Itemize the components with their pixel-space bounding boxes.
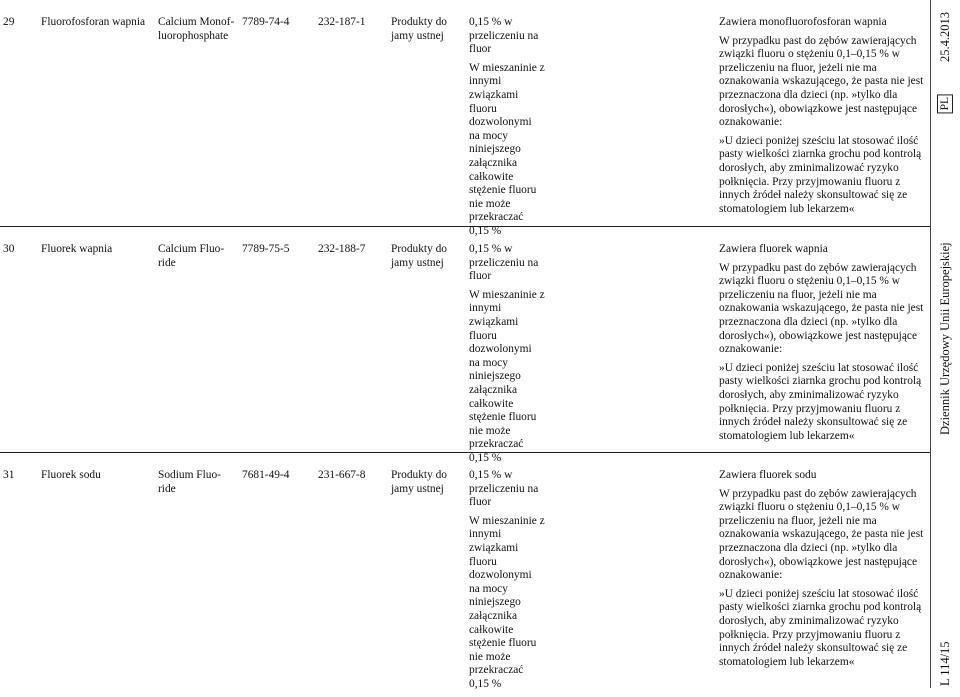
page-sidebar	[930, 0, 960, 688]
max-concentration	[469, 243, 545, 471]
substance-name: Fluorek wapnia	[41, 243, 113, 255]
substance-name: Fluorek sodu	[41, 469, 101, 481]
warnings	[719, 469, 924, 674]
table-row	[0, 453, 930, 688]
entry-number: 31	[3, 469, 15, 481]
publication-date: 25.4.2013	[938, 12, 952, 62]
warning-heading: Zawiera monofluorofosforan wapnia	[719, 16, 887, 28]
concentration-note: W mieszaninie z innymi związkami fluoru dozwolonymi na mocy niniejszego załącznika całkowite stężenie fluoru nie może przekraczać 0,15 %	[469, 514, 545, 690]
warning-heading: Zawiera fluorek wapnia	[719, 243, 828, 255]
entry-number: 29	[3, 16, 15, 28]
warning-quote: »U dzieci poniżej sześciu lat stosować ilość pasty wielkości ziarnka grochu pod kontrolą dorosłych, aby zminimalizować ryzyko połknięcia. Przy przyjmowaniu fluoru z innych źródeł należy skonsultować się ze stomatologiem lub lekarzem«	[719, 361, 922, 442]
max-concentration	[469, 16, 545, 244]
warning-quote: »U dzieci poniżej sześciu lat stosować ilość pasty wielkości ziarnka grochu pod kontrolą dorosłych, aby zminimalizować ryzyko połknięcia. Przy przyjmowaniu fluoru z innych źródeł należy skonsultować się ze stomatologiem lub lekarzem«	[719, 134, 922, 215]
concentration-limit: 0,15 % w przeliczeniu na fluor	[469, 243, 539, 283]
cas-number: 7681-49-4	[242, 469, 290, 481]
entry-number: 30	[3, 243, 15, 255]
product-type: Produkty do jamy ustnej	[391, 243, 448, 269]
cas-number: 7789-74-4	[242, 16, 290, 28]
max-concentration	[469, 469, 545, 697]
concentration-limit: 0,15 % w przeliczeniu na fluor	[469, 16, 539, 56]
warning-body: W przypadku past do zębów zawierających związki fluoru o stężeniu 0,1–0,15 % w przeliczeniu na fluor, jeżeli nie ma oznakowania wskazującego, że pasta nie jest przeznaczona dla dzieci (np. »tylko dla dorosłych«), obowiązkowe jest następujące oznakowanie:	[719, 34, 924, 129]
warning-body: W przypadku past do zębów zawierających związki fluoru o stężeniu 0,1–0,15 % w przeliczeniu na fluor, jeżeli nie ma oznakowania wskazującego, że pasta nie jest przeznaczona dla dzieci (np. »tylko dla dorosłych«), obowiązkowe jest następujące oznakowanie:	[719, 261, 924, 356]
product-type: Produkty do jamy ustnej	[391, 16, 448, 42]
ec-number: 232-188-7	[318, 243, 366, 255]
concentration-note: W mieszaninie z innymi związkami fluoru dozwolonymi na mocy niniejszego załącznika całkowite stężenie fluoru nie może przekraczać 0,15 %	[469, 288, 545, 464]
table-row	[0, 0, 930, 237]
warning-body: W przypadku past do zębów zawierających związki fluoru o stężeniu 0,1–0,15 % w przeliczeniu na fluor, jeżeli nie ma oznakowania wskazującego, że pasta nie jest przeznaczona dla dzieci (np. »tylko dla dorosłych«), obowiązkowe jest następujące oznakowanie:	[719, 487, 924, 582]
warnings	[719, 16, 924, 221]
inci-name: Sodium Fluo-ride	[158, 469, 221, 495]
journal-title: Dziennik Urzędowy Unii Europejskiej	[938, 242, 952, 435]
warnings	[719, 243, 924, 448]
inci-name: Calcium Monof-luorophosphate	[158, 16, 235, 42]
substance-name: Fluorofosforan wapnia	[41, 16, 146, 28]
warning-quote: »U dzieci poniżej sześciu lat stosować ilość pasty wielkości ziarnka grochu pod kontrolą dorosłych, aby zminimalizować ryzyko połknięcia. Przy przyjmowaniu fluoru z innych źródeł należy skonsultować się ze stomatologiem lub lekarzem«	[719, 587, 922, 668]
warning-heading: Zawiera fluorek sodu	[719, 469, 817, 481]
cas-number: 7789-75-5	[242, 243, 290, 255]
product-type: Produkty do jamy ustnej	[391, 469, 448, 495]
concentration-limit: 0,15 % w przeliczeniu na fluor	[469, 469, 539, 509]
ec-number: 232-187-1	[318, 16, 366, 28]
inci-name: Calcium Fluo-ride	[158, 243, 225, 269]
concentration-note: W mieszaninie z innymi związkami fluoru dozwolonymi na mocy niniejszego załącznika całkowite stężenie fluoru nie może przekraczać 0,15 %	[469, 61, 545, 237]
page-reference: L 114/15	[938, 641, 952, 686]
table-row	[0, 227, 930, 464]
language-badge: PL	[937, 94, 953, 113]
ec-number: 231-667-8	[318, 469, 366, 481]
